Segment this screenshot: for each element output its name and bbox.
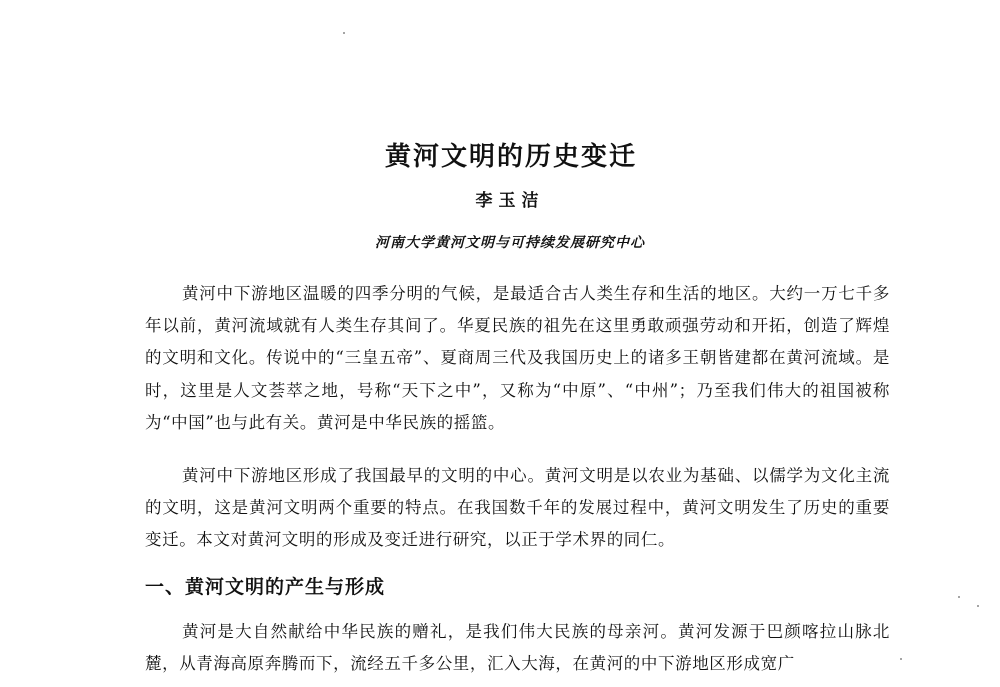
scan-speck — [977, 605, 979, 607]
intro-paragraph-1-block — [145, 278, 890, 439]
intro-paragraph-1: 黄河中下游地区温暖的四季分明的气候，是最适合古人类生存和生活的地区。大约一万七千多年以前，黄河流域就有人类生存其间了。华夏民族的祖先在这里勇敢顽强劳动和开拓，创造了辉煌的文明和文化。传说中的“三皇五帝”、夏商周三代及我国历史上的诸多王朝皆建都在黄河流域。是时，这里是人文荟萃之地，号称“天下之中”，又称为“中原”、“中州”；乃至我们伟大的祖国被称为“中国”也与此有关。黄河是中华民族的摇篮。 — [145, 284, 890, 432]
paper-title: 黄河文明的历史变迁 — [384, 142, 637, 172]
scan-speck — [958, 596, 960, 598]
section-heading: 一、黄河文明的产生与形成 — [145, 576, 386, 598]
intro-paragraph-2-block — [145, 460, 890, 557]
author-affiliation: 河南大学黄河文明与可持续发展研究中心 — [375, 235, 645, 251]
section-paragraph-block — [145, 616, 890, 680]
scan-speck — [900, 658, 902, 660]
section-paragraph: 黄河是大自然献给中华民族的赠礼，是我们伟大民族的母亲河。黄河发源于巴颜喀拉山脉北麓，从青海高原奔腾而下，流经五千多公里，汇入大海，在黄河的中下游地区形成宽广 — [145, 622, 890, 674]
intro-paragraph-2: 黄河中下游地区形成了我国最早的文明的中心。黄河文明是以农业为基础、以儒学为文化主流的文明，这是黄河文明两个重要的特点。在我国数千年的发展过程中，黄河文明发生了历史的重要变迁。本文对黄河文明的形成及变迁进行研究，以正于学术界的同仁。 — [145, 466, 890, 550]
author-name: 李玉洁 — [475, 191, 545, 211]
scan-speck — [343, 32, 345, 34]
